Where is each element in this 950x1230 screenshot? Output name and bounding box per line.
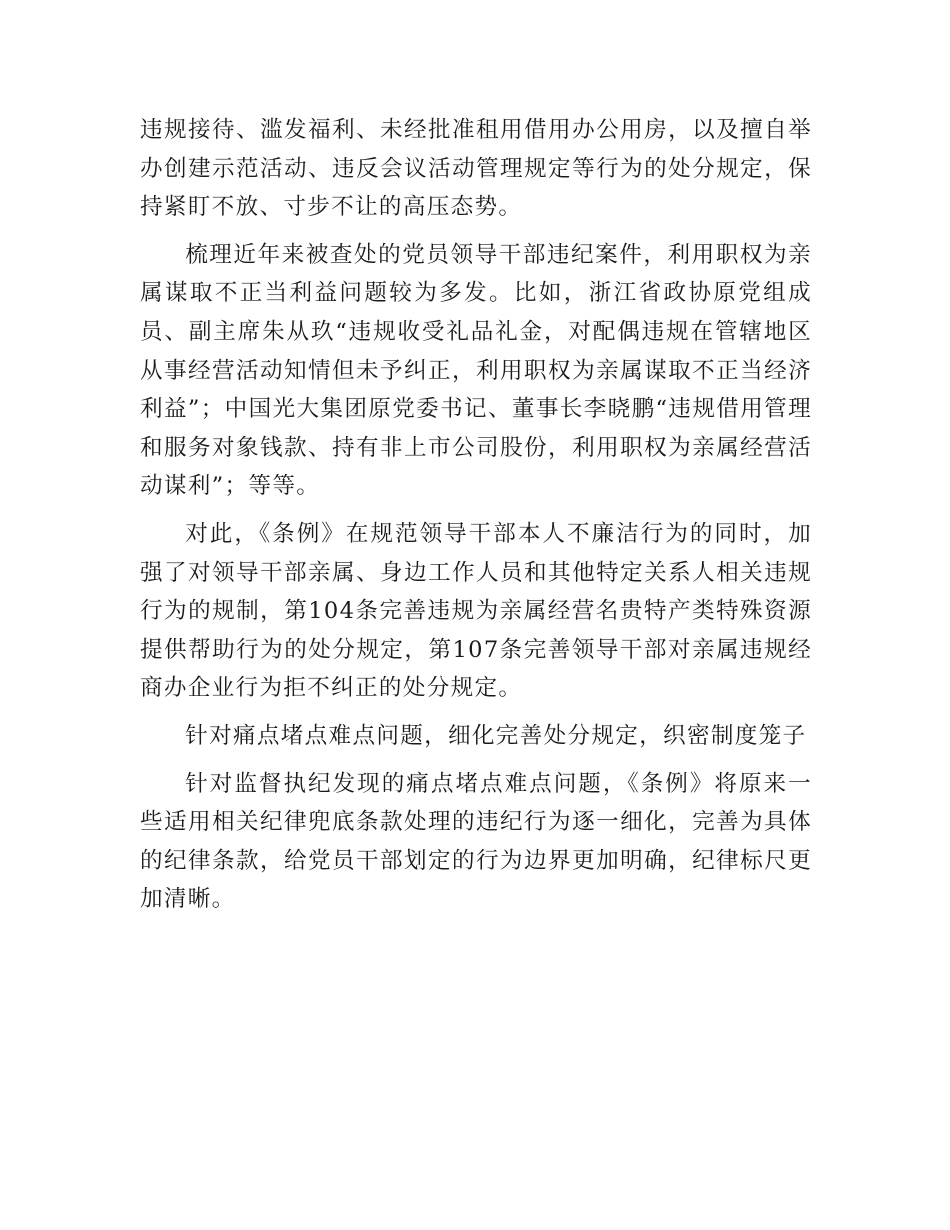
paragraph-3: 对此，《条例》在规范领导干部本人不廉洁行为的同时，加强了对领导干部亲属、身边工作人员和其他特定关系人相关违规行为的规制，第104条完善违规为亲属经营名贵特产类特殊资源提供帮助行为的处分规定，第107条完善领导干部对亲属违规经商办企业行为拒不纠正的处分规定。 xyxy=(140,520,812,702)
paragraph-1: 违规接待、滥发福利、未经批准租用借用办公用房，以及擅自举办创建示范活动、违反会议活动管理规定等行为的处分规定，保持紧盯不放、寸步不让的高压态势。 xyxy=(140,117,812,221)
document-body xyxy=(140,111,812,928)
paragraph-2: 梳理近年来被查处的党员领导干部违纪案件，利用职权为亲属谋取不正当利益问题较为多发。比如，浙江省政协原党组成员、副主席朱从玖“违规收受礼品礼金，对配偶违规在管辖地区从事经营活动知情但未予纠正，利用职权为亲属谋取不正当经济利益”；中国光大集团原党委书记、董事长李晓鹏“违规借用管理和服务对象钱款、持有非上市公司股份，利用职权为亲属经营活动谋利”；等等。 xyxy=(140,241,812,500)
section-heading: 针对痛点堵点难点问题，细化完善处分规定，织密制度笼子 xyxy=(185,722,807,749)
paragraph-4: 针对监督执纪发现的痛点堵点难点问题，《条例》将原来一些适用相关纪律兜底条款处理的违纪行为逐一细化，完善为具体的纪律条款，给党员干部划定的行为边界更加明确，纪律标尺更加清晰。 xyxy=(140,770,812,913)
